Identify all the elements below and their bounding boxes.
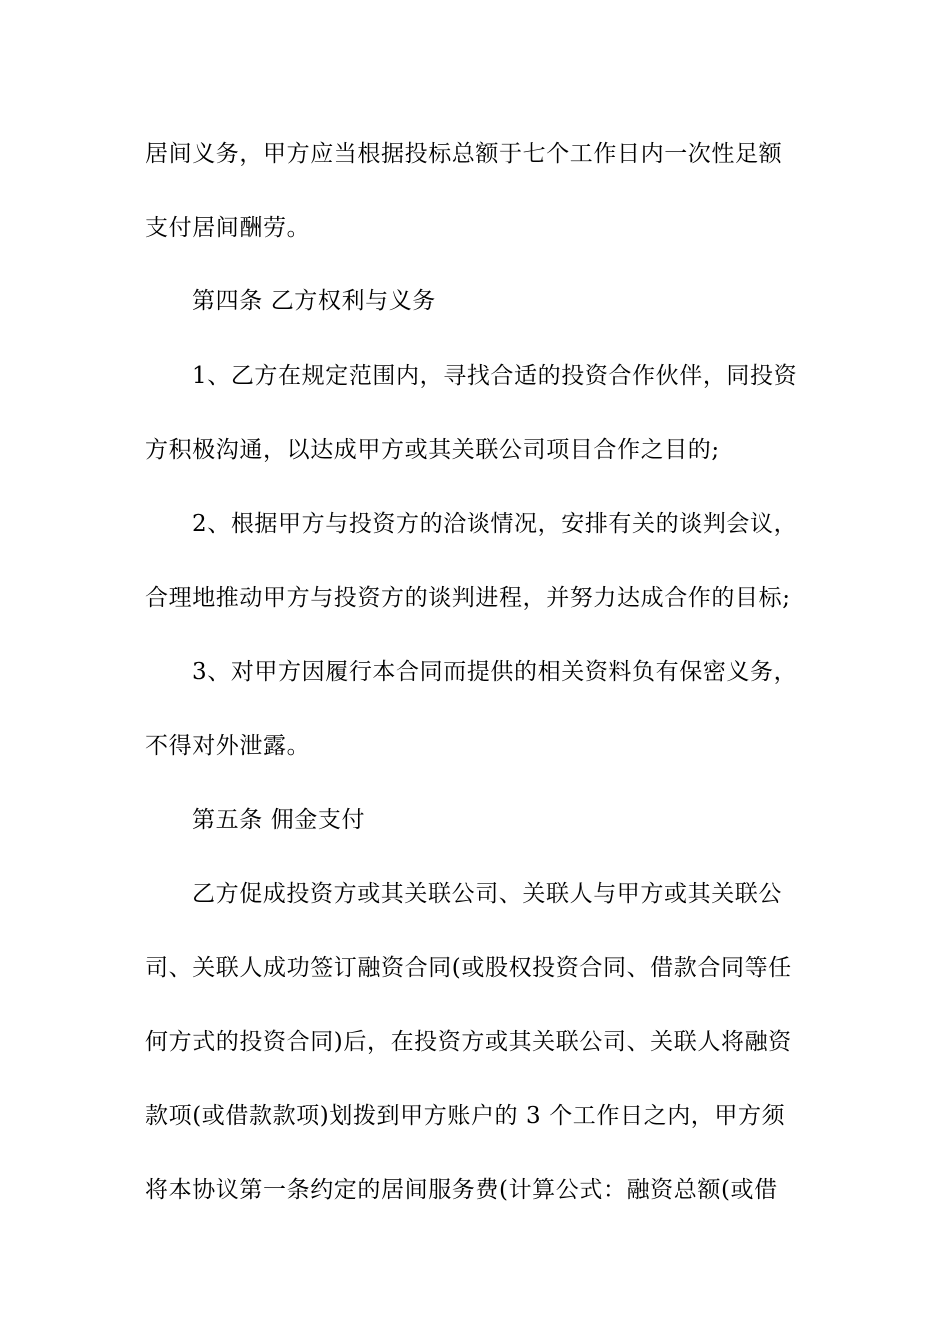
text-line: 2、根据甲方与投资方的洽谈情况，安排有关的谈判会议， <box>192 511 798 537</box>
text-line: 方积极沟通，以达成甲方或其关联公司项目合作之目的; <box>145 437 720 463</box>
text-line: 居间义务，甲方应当根据投标总额于七个工作日内一次性足额 <box>145 141 783 167</box>
text-line: 款项(或借款款项)划拨到甲方账户的 3 个工作日之内，甲方须 <box>145 1103 786 1129</box>
text-line: 合理地推动甲方与投资方的谈判进程，并努力达成合作的目标; <box>145 585 791 611</box>
text-line: 司、关联人成功签订融资合同(或股权投资合同、借款合同等任 <box>145 955 792 981</box>
section-heading: 第四条 乙方权利与义务 <box>192 288 436 314</box>
text-line: 乙方促成投资方或其关联公司、关联人与甲方或其关联公 <box>192 881 782 907</box>
text-line: 3、对甲方因履行本合同而提供的相关资料负有保密义务， <box>192 659 798 685</box>
section-heading: 第五条 佣金支付 <box>192 807 366 833</box>
text-line: 将本协议第一条约定的居间服务费(计算公式：融资总额(或借 <box>145 1177 778 1203</box>
text-line: 不得对外泄露。 <box>145 733 311 759</box>
text-line: 1、乙方在规定范围内，寻找合适的投资合作伙伴，同投资 <box>192 363 798 389</box>
text-line: 何方式的投资合同)后，在投资方或其关联公司、关联人将融资 <box>145 1029 792 1055</box>
text-line: 支付居间酬劳。 <box>145 215 311 241</box>
